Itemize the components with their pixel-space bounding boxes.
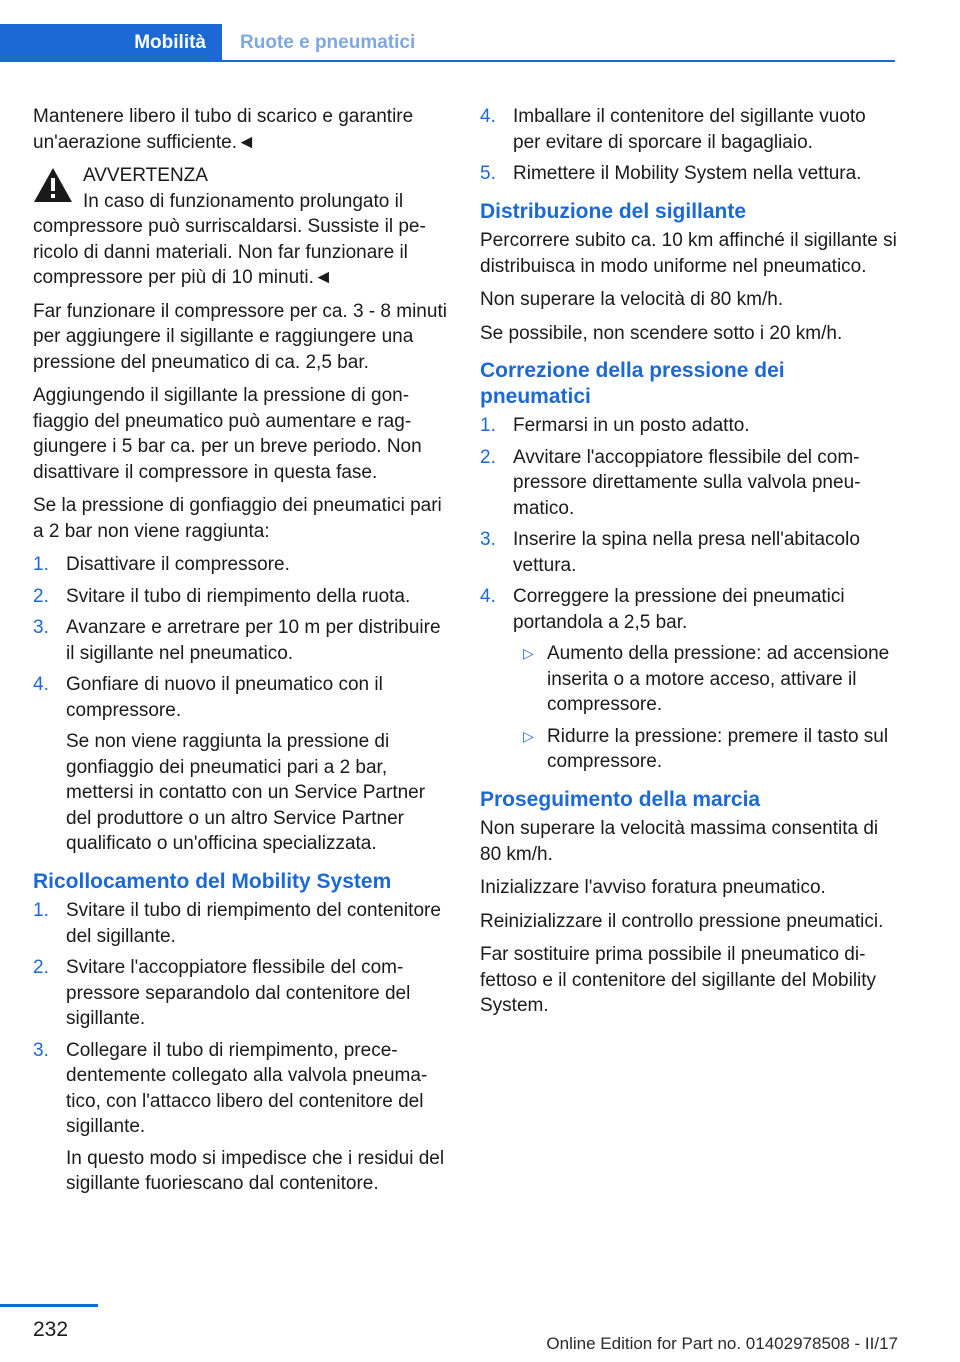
- list-item: [33, 898, 448, 949]
- step-text: Collegare il tubo di riempimento, precedentemente collegato alla valvola pneumatico, con l'attacco libero del contenitore del sigillante.: [66, 1039, 428, 1137]
- header-rule: [0, 60, 895, 62]
- heading-correzione: Correzione della pressione dei pneumatici: [480, 359, 785, 408]
- triangle-right-icon: ▷: [523, 727, 534, 744]
- bullet-item: [513, 641, 898, 718]
- step-number: 4.: [480, 106, 496, 127]
- warning-first-line: In caso di funzionamento prolungato il: [83, 190, 404, 212]
- step-text: Svitare il tubo di riempimento della ruota.: [66, 585, 411, 607]
- warning-title: AVVERTENZA: [83, 165, 208, 186]
- list-item: [33, 584, 448, 610]
- step-number: 1.: [33, 554, 49, 575]
- edition-text: Online Edition for Part no. 01402978508 - II/17: [546, 1334, 898, 1353]
- triangle-right-icon: ▷: [523, 645, 534, 661]
- list-item: [480, 413, 898, 439]
- warning-triangle-icon: [33, 167, 73, 203]
- step-number: 5.: [480, 163, 496, 184]
- heading-distribuzione: Distribuzione del sigillante: [480, 199, 747, 223]
- heading-ricollocamento: Ricollocamento del Mobility System: [33, 869, 392, 893]
- bullet-text: Aumento della pressione: ad accensione inserita o a motore acceso, attivare il compressore.: [547, 643, 890, 715]
- list-item: [33, 672, 448, 857]
- step-text: Gonfiare di nuovo il pneumatico con il compressore.: [66, 674, 383, 721]
- list-item: [33, 615, 448, 666]
- paragraph-distrib-1: Percorrere subito ca. 10 km affinché il sigillante si distribuisca in modo uniforme nel pneumatico.: [480, 230, 897, 277]
- step-number: 2.: [33, 585, 49, 607]
- list-item: [33, 1038, 448, 1197]
- paragraph-compressor-time: Far funzionare il compressore per ca. 3 - 8 minuti per aggiungere il sigillante e raggiungere una pressione del pneumatico di ca. 2,5 bar.: [33, 300, 447, 373]
- list-item: [480, 527, 898, 578]
- steps-list-pressure: [33, 552, 448, 857]
- warning-block: [33, 163, 448, 291]
- list-item: [480, 161, 898, 187]
- bullet-text: Ridurre la pressione: premere il tasto sul compressore.: [547, 725, 889, 772]
- section-tab-mobilita: Mobilità: [0, 24, 222, 62]
- step-text: Fermarsi in un posto adatto.: [513, 415, 750, 436]
- paragraph-distrib-3: Se possibile, non scendere sotto i 20 km/h.: [480, 322, 843, 344]
- right-column: [480, 104, 898, 1027]
- paragraph-pros-4: Far sostituire prima possibile il pneumatico difettoso e il contenitore del sigillante del Mobility System.: [480, 944, 877, 1016]
- step-number: 2.: [33, 957, 49, 978]
- step-number: 1.: [33, 900, 49, 921]
- heading-proseguimento: Proseguimento della marcia: [480, 787, 761, 811]
- paragraph-pressure-increase: Aggiungendo il sigillante la pressione di gonfiaggio del pneumatico può aumentare e raggiungere i 5 bar ca. per un breve periodo. Non disattivare il compressore in questa fase.: [33, 385, 422, 483]
- step-text: Disattivare il compressore.: [66, 554, 290, 575]
- step-number: 4.: [33, 674, 49, 695]
- steps-list-ricollocamento: [33, 898, 448, 1197]
- step-text: Avvitare l'accoppiatore flessibile del compressore direttamente sulla valvola pneumatico.: [513, 446, 861, 519]
- warning-text: compressore può surriscaldarsi. Sussiste il pericolo di danni materiali. Non far funzionare il compressore per più di 10 minuti.◄: [33, 216, 426, 288]
- step-text: Svitare il tubo di riempimento del contenitore del sigillante.: [66, 900, 441, 947]
- footer-rule: [0, 1304, 98, 1307]
- list-item: [33, 955, 448, 1032]
- list-item: [480, 584, 898, 775]
- step-number: 2.: [480, 446, 496, 468]
- steps-list-continued: [480, 104, 898, 187]
- list-item: [33, 552, 448, 578]
- paragraph-pros-2: Inizializzare l'avviso foratura pneumatico.: [480, 877, 826, 898]
- left-column: [33, 104, 448, 1205]
- step-text: Correggere la pressione dei pneumatici portandola a 2,5 bar.: [513, 586, 845, 633]
- intro-paragraph: Mantenere libero il tubo di scarico e garantire un'aerazione sufficiente.◄: [33, 106, 414, 153]
- steps-list-correzione: [480, 413, 898, 775]
- step-number: 4.: [480, 586, 496, 607]
- step-text: Svitare l'accoppiatore flessibile del compressore separandolo dal contenitore del sigillante.: [66, 957, 411, 1029]
- step-text: Rimettere il Mobility System nella vettura.: [513, 163, 862, 184]
- list-item: [480, 104, 898, 155]
- step-note: In questo modo si impedisce che i residui del sigillante fuoriescano dal contenitore.: [66, 1147, 445, 1194]
- list-item: [480, 445, 898, 522]
- page-number: 232: [33, 1318, 69, 1341]
- bullet-list: [513, 641, 898, 775]
- step-text: Imballare il contenitore del sigillante vuoto per evitare di sporcare il bagagliaio.: [513, 106, 866, 153]
- step-number: 3.: [33, 1039, 49, 1061]
- paragraph-pressure-not-reached: Se la pressione di gonfiaggio dei pneumatici pari a 2 bar non viene raggiunta:: [33, 495, 442, 542]
- paragraph-pros-3: Reinizializzare il controllo pressione pneumatici.: [480, 910, 884, 932]
- section-tab-ruote: Ruote e pneumatici: [240, 32, 416, 53]
- bullet-item: [513, 724, 898, 775]
- step-note: Se non viene raggiunta la pressione di gonfiaggio dei pneumatici pari a 2 bar, mettersi in contatto con un Service Partner del produttore o un altro Service Partner qualificato o un'officina specializzata.: [66, 731, 426, 854]
- step-number: 1.: [480, 415, 496, 436]
- step-text: Inserire la spina nella presa nell'abitacolo vettura.: [513, 529, 860, 576]
- step-number: 3.: [480, 529, 496, 550]
- paragraph-pros-1: Non superare la velocità massima consentita di 80 km/h.: [480, 818, 879, 865]
- step-text: Avanzare e arretrare per 10 m per distribuire il sigillante nel pneumatico.: [66, 617, 441, 664]
- header-bar: [0, 24, 895, 62]
- step-number: 3.: [33, 617, 49, 638]
- paragraph-distrib-2: Non superare la velocità di 80 km/h.: [480, 289, 784, 310]
